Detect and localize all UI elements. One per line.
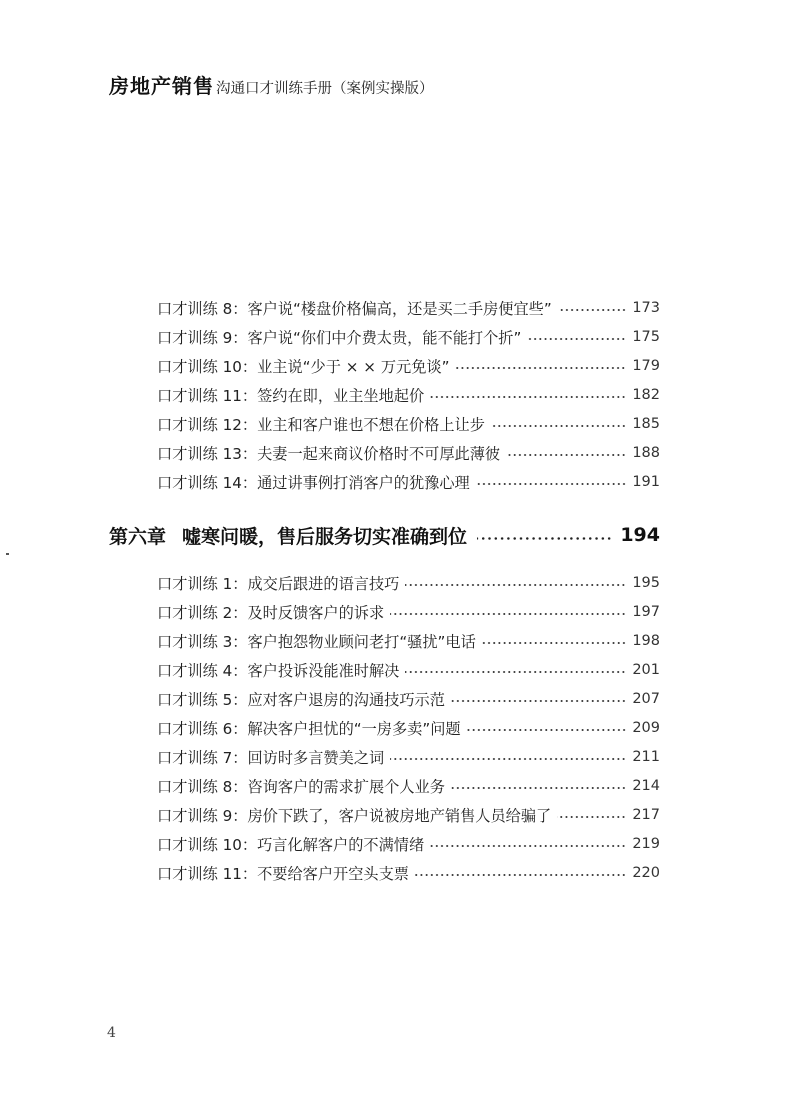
- toc-entry-label: 口才训练 11：: [157, 386, 258, 405]
- toc-entry-title: 客户说“你们中介费太贵，能不能打个折”: [247, 328, 522, 347]
- toc-entry-page: 207: [632, 691, 660, 707]
- running-header: [109, 70, 434, 99]
- toc-entry-title: 通过讲事例打消客户的犹豫心理: [257, 473, 470, 492]
- page-number: 4: [107, 1025, 116, 1041]
- toc-entry-page: 211: [632, 749, 660, 765]
- toc-entry-page: 198: [632, 633, 660, 649]
- margin-mark: [6, 553, 9, 555]
- toc-entry-label: 口才训练 2：: [157, 603, 248, 622]
- dot-leader: [527, 338, 626, 340]
- toc-entry-label: 口才训练 1：: [157, 574, 248, 593]
- dot-leader: [557, 816, 626, 818]
- dot-leader: [430, 845, 626, 847]
- chapter-number: 第六章: [109, 525, 167, 548]
- toc-entry-page: 220: [632, 865, 660, 881]
- toc-entry-title: 客户投诉没能准时解决: [247, 661, 400, 680]
- toc-entry-page: 179: [632, 358, 660, 374]
- dot-leader: [467, 729, 627, 731]
- toc-entry-label: 口才训练 11：: [157, 864, 258, 883]
- toc-entry-label: 口才训练 4：: [157, 661, 248, 680]
- toc-entry-title: 客户说“楼盘价格偏高，还是买二手房便宜些”: [247, 299, 552, 318]
- toc-entry-title: 及时反馈客户的诉求: [247, 603, 385, 622]
- toc-entry-page: 182: [632, 387, 660, 403]
- toc-entry[interactable]: [157, 599, 660, 625]
- toc-entry-page: 185: [632, 416, 660, 432]
- toc-entry-label: 口才训练 14：: [157, 473, 258, 492]
- dot-leader: [390, 758, 626, 760]
- toc-entry-title: 巧言化解客户的不满情绪: [257, 835, 425, 854]
- toc-entry-page: 175: [632, 329, 660, 345]
- toc-entry[interactable]: [157, 657, 660, 683]
- toc-entry[interactable]: [157, 411, 660, 437]
- toc-entry[interactable]: [157, 440, 660, 466]
- toc-entry-label: 口才训练 8：: [157, 299, 248, 318]
- dot-leader: [476, 483, 627, 485]
- toc-entry-title: 签约在即，业主坐地起价: [257, 386, 425, 405]
- toc-entry[interactable]: [157, 469, 660, 495]
- dot-leader: [451, 787, 626, 789]
- chapter-title: 嘘寒问暖，售后服务切实准确到位: [182, 525, 468, 548]
- toc-entry-title: 咨询客户的需求扩展个人业务: [247, 777, 445, 796]
- toc-entry-title: 业主和客户谁也不想在价格上让步: [257, 415, 485, 434]
- toc-entry-label: 口才训练 9：: [157, 328, 248, 347]
- toc-entry-title: 应对客户退房的沟通技巧示范: [247, 690, 445, 709]
- toc-entry[interactable]: [157, 628, 660, 654]
- toc-entry-label: 口才训练 7：: [157, 748, 248, 767]
- toc-entry-title: 夫妻一起来商议价格时不可厚此薄彼: [257, 444, 501, 463]
- chapter-page: 194: [620, 524, 660, 546]
- toc-entry-label: 口才训练 6：: [157, 719, 248, 738]
- dot-leader: [405, 671, 626, 673]
- toc-entry-label: 口才训练 13：: [157, 444, 258, 463]
- toc-entry-page: 195: [632, 575, 660, 591]
- toc-entry-title: 房价下跌了，客户说被房地产销售人员给骗了: [247, 806, 552, 825]
- toc-entry-label: 口才训练 10：: [157, 357, 258, 376]
- toc-entry-page: 201: [632, 662, 660, 678]
- toc-entry[interactable]: [157, 295, 660, 321]
- dot-leader: [390, 613, 626, 615]
- toc-entry-title: 回访时多言赞美之词: [247, 748, 385, 767]
- toc-entry[interactable]: [157, 686, 660, 712]
- toc-entry-label: 口才训练 3：: [157, 632, 248, 651]
- toc-entry-label: 口才训练 10：: [157, 835, 258, 854]
- toc-entry-title: 解决客户担忧的“一房多卖”问题: [247, 719, 461, 738]
- dot-leader: [558, 309, 627, 311]
- toc-entry[interactable]: [157, 715, 660, 741]
- toc-entry-page: 188: [632, 445, 660, 461]
- toc-entry-page: 214: [632, 778, 660, 794]
- toc-entry[interactable]: [157, 744, 660, 770]
- toc-entry[interactable]: [157, 802, 660, 828]
- dot-leader: [491, 425, 626, 427]
- toc-entry-page: 217: [632, 807, 660, 823]
- dot-leader: [415, 874, 626, 876]
- dot-leader: [451, 700, 626, 702]
- toc-entry-label: 口才训练 12：: [157, 415, 258, 434]
- toc-entry[interactable]: [157, 382, 660, 408]
- toc-entry-label: 口才训练 9：: [157, 806, 248, 825]
- dot-leader: [477, 537, 612, 540]
- toc-entry-title: 不要给客户开空头支票: [257, 864, 409, 883]
- toc-entry-page: 219: [632, 836, 660, 852]
- dot-leader: [430, 396, 626, 398]
- toc-entry[interactable]: [157, 353, 660, 379]
- chapter-heading[interactable]: [109, 519, 660, 551]
- dot-leader: [455, 367, 626, 369]
- toc-entry-title: 成交后跟进的语言技巧: [247, 574, 400, 593]
- toc-entry[interactable]: [157, 773, 660, 799]
- toc-entry[interactable]: [157, 570, 660, 596]
- toc-entry-page: 173: [632, 300, 660, 316]
- toc-entry-label: 口才训练 8：: [157, 777, 248, 796]
- header-book-title: 房地产销售: [109, 74, 214, 98]
- toc-entry[interactable]: [157, 324, 660, 350]
- dot-leader: [405, 584, 626, 586]
- header-book-subtitle: 沟通口才训练手册（案例实操版）: [216, 81, 434, 97]
- dot-leader: [506, 454, 626, 456]
- toc-entry-page: 191: [632, 474, 660, 490]
- toc-entry-title: 业主说“少于 × × 万元免谈”: [257, 357, 450, 376]
- dot-leader: [482, 642, 627, 644]
- toc-entry-title: 客户抱怨物业顾问老打“骚扰”电话: [247, 632, 476, 651]
- toc-entry[interactable]: [157, 860, 660, 886]
- toc-entry-label: 口才训练 5：: [157, 690, 248, 709]
- toc-entry-page: 209: [632, 720, 660, 736]
- toc-entry[interactable]: [157, 831, 660, 857]
- toc-entry-page: 197: [632, 604, 660, 620]
